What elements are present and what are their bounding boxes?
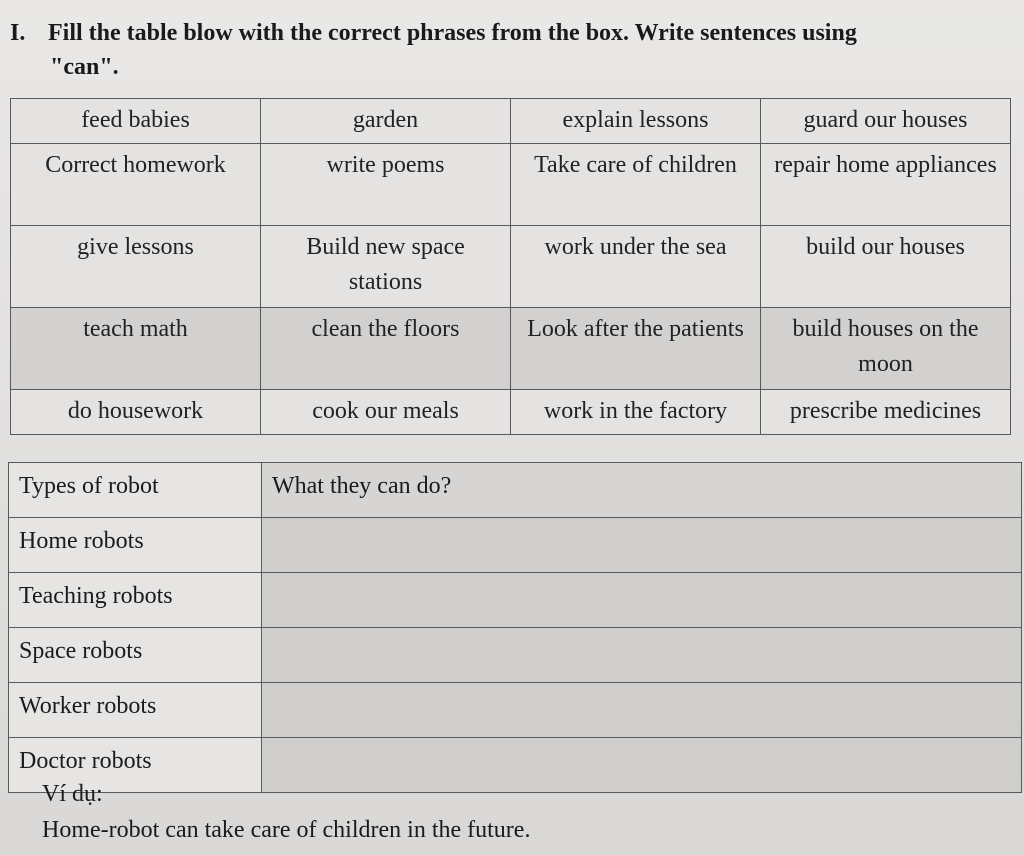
robot-type-cell: Teaching robots bbox=[9, 573, 262, 628]
phrase-cell: Build new space stations bbox=[261, 226, 511, 308]
phrase-cell: build our houses bbox=[761, 226, 1011, 308]
phrase-cell: garden bbox=[261, 99, 511, 144]
example-sentence: Home-robot can take care of children in the future. bbox=[42, 817, 531, 843]
phrase-cell: teach math bbox=[11, 308, 261, 390]
header-types-of-robot: Types of robot bbox=[9, 463, 262, 518]
robot-answer-cell[interactable] bbox=[262, 683, 1022, 738]
phrase-cell: cook our meals bbox=[261, 390, 511, 435]
phrase-cell: Correct homework bbox=[11, 144, 261, 226]
example-label: Ví dụ: bbox=[42, 781, 103, 807]
robot-row bbox=[9, 573, 1022, 628]
phrase-cell: Take care of children bbox=[511, 144, 761, 226]
phrase-cell: write poems bbox=[261, 144, 511, 226]
phrase-cell: give lessons bbox=[11, 226, 261, 308]
phrase-row bbox=[11, 144, 1011, 226]
robot-answer-cell[interactable] bbox=[262, 738, 1022, 793]
robot-type-cell: Home robots bbox=[9, 518, 262, 573]
header-what-they-can-do: What they can do? bbox=[262, 463, 1022, 518]
robot-row bbox=[9, 683, 1022, 738]
instruction-line-1: Fill the table blow with the correct phrases from the box. Write sentences using bbox=[48, 20, 857, 46]
phrase-row bbox=[11, 390, 1011, 435]
robot-type-cell: Doctor robots bbox=[9, 738, 262, 793]
robot-row bbox=[9, 628, 1022, 683]
robot-type-cell: Space robots bbox=[9, 628, 262, 683]
robot-answer-cell[interactable] bbox=[262, 573, 1022, 628]
robot-type-cell: Worker robots bbox=[9, 683, 262, 738]
phrase-cell: explain lessons bbox=[511, 99, 761, 144]
phrase-row bbox=[11, 99, 1011, 144]
robot-types-table bbox=[8, 462, 1022, 793]
robot-table-header-row bbox=[9, 463, 1022, 518]
phrase-cell: work under the sea bbox=[511, 226, 761, 308]
phrase-cell: clean the floors bbox=[261, 308, 511, 390]
phrase-cell: do housework bbox=[11, 390, 261, 435]
robot-row bbox=[9, 738, 1022, 793]
phrase-row bbox=[11, 308, 1011, 390]
phrase-row bbox=[11, 226, 1011, 308]
robot-row bbox=[9, 518, 1022, 573]
phrase-cell: repair home appliances bbox=[761, 144, 1011, 226]
exercise-number: I. bbox=[10, 20, 26, 46]
phrase-cell: feed babies bbox=[11, 99, 261, 144]
phrase-cell: prescribe medicines bbox=[761, 390, 1011, 435]
exercise-instruction bbox=[10, 16, 1014, 84]
instruction-line-2: "can". bbox=[50, 54, 119, 80]
phrase-cell: build houses on the moon bbox=[761, 308, 1011, 390]
robot-answer-cell[interactable] bbox=[262, 518, 1022, 573]
phrase-cell: guard our houses bbox=[761, 99, 1011, 144]
phrase-cell: Look after the patients bbox=[511, 308, 761, 390]
phrase-box-table bbox=[10, 98, 1011, 435]
phrase-cell: work in the factory bbox=[511, 390, 761, 435]
robot-answer-cell[interactable] bbox=[262, 628, 1022, 683]
